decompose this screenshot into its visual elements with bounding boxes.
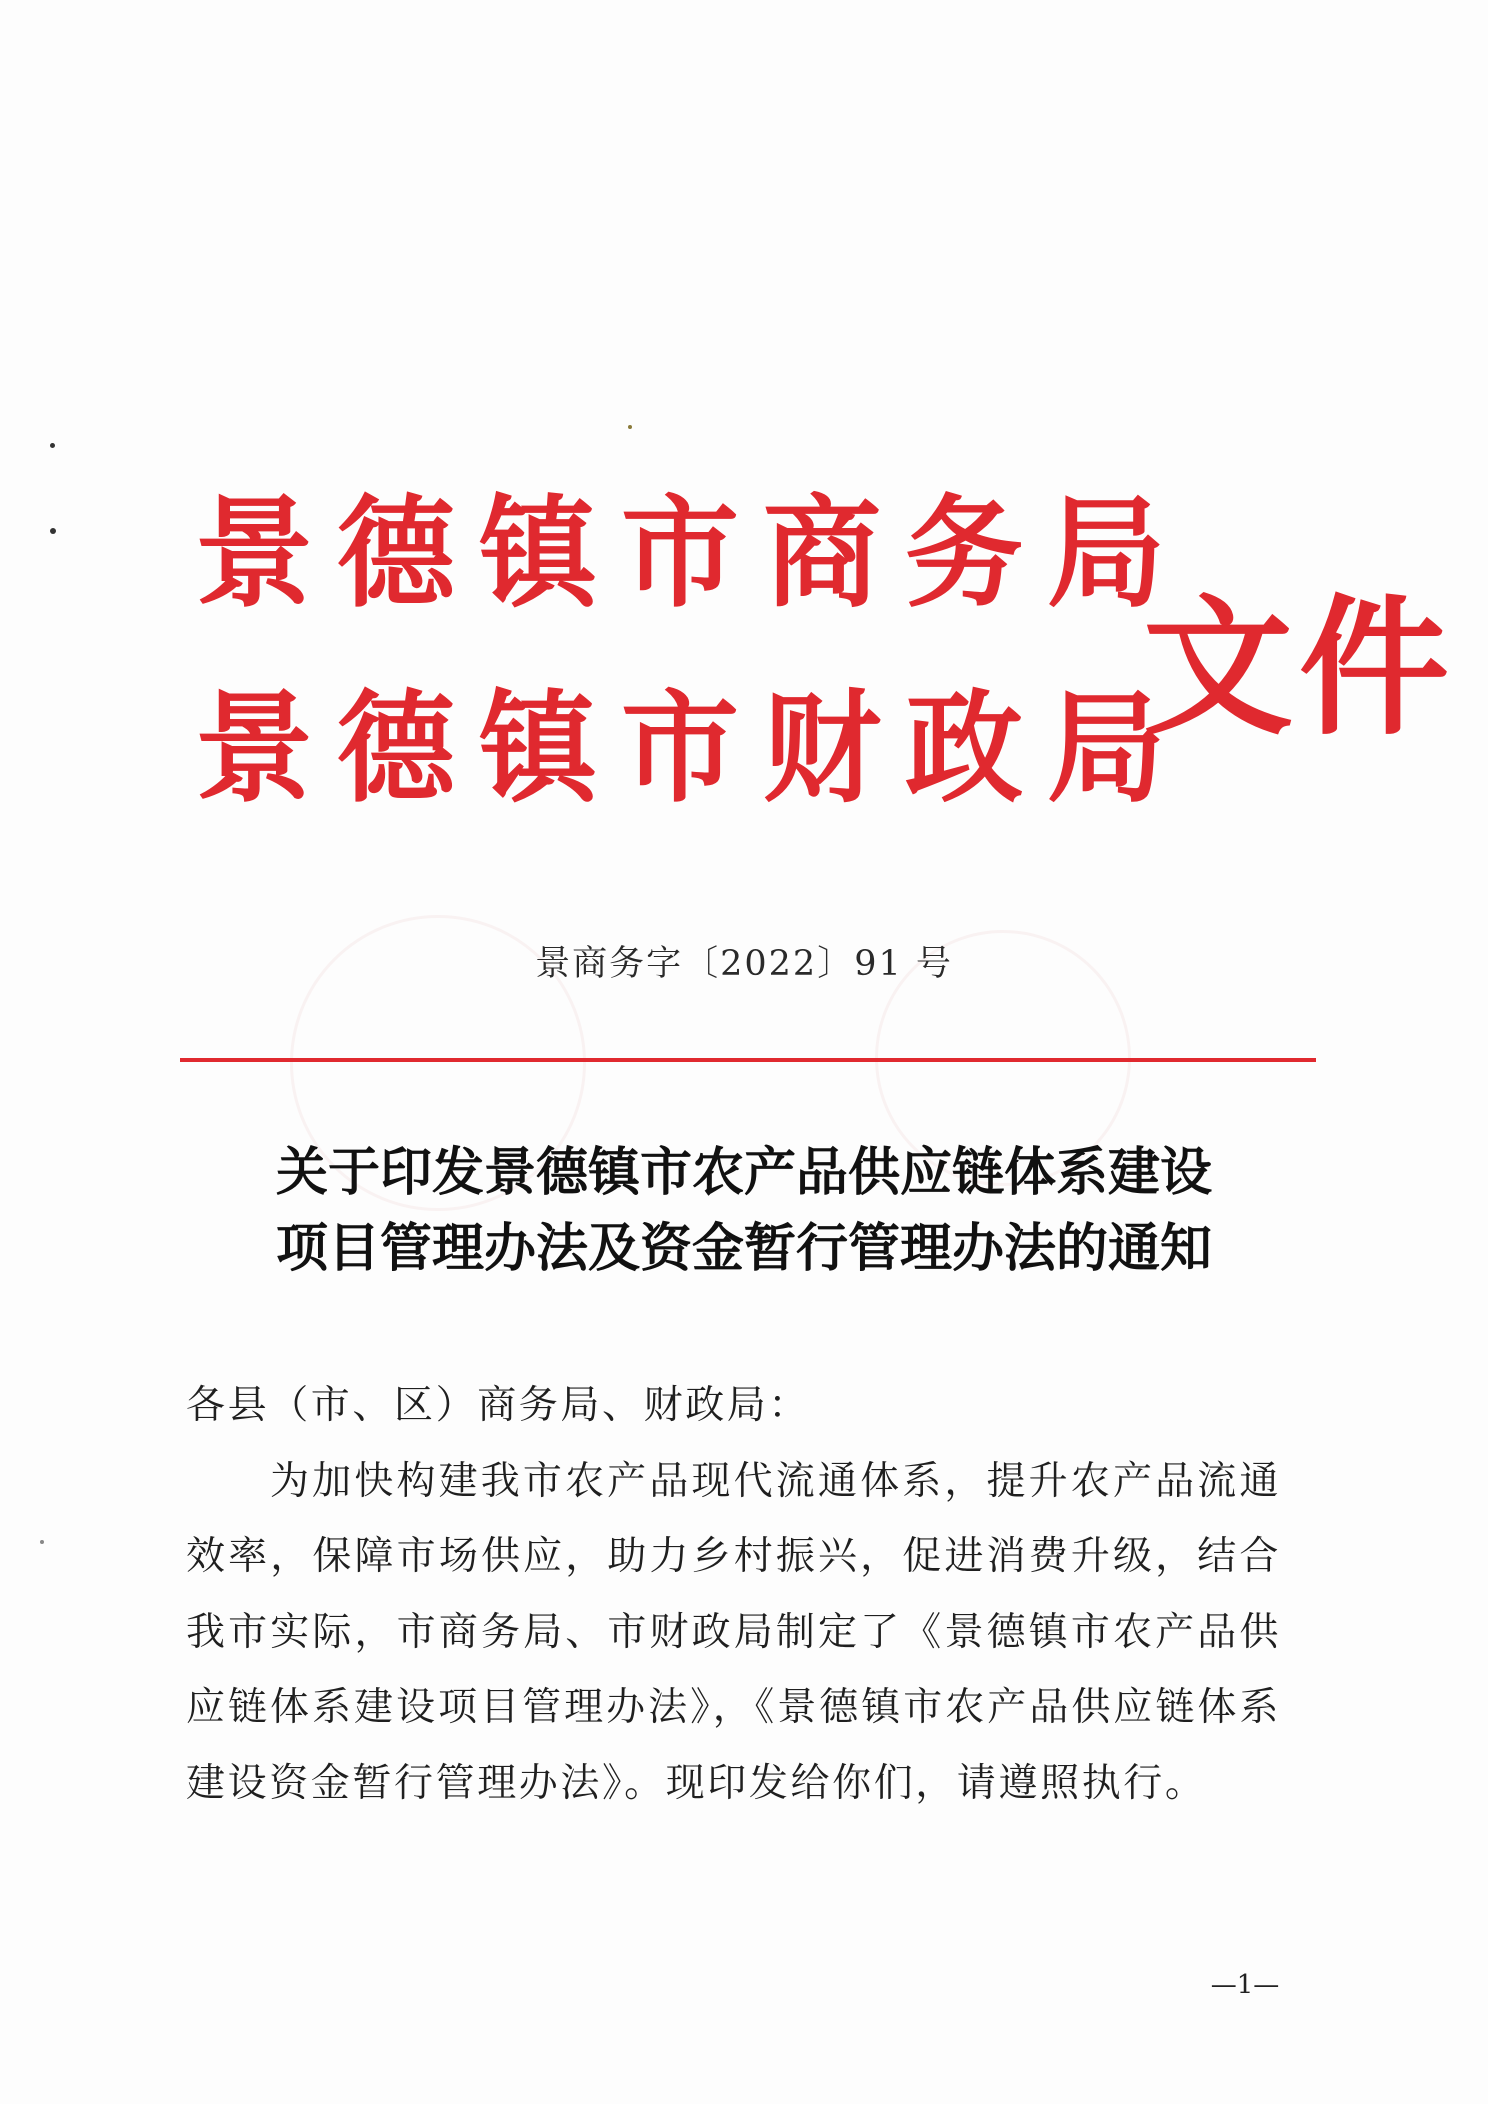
issuer-finance-bureau: 景德镇市财政局 [195,676,1190,819]
body-paragraph: 为加快构建我市农产品现代流通体系，提升农产品流通效率，保障市场供应，助力乡村振兴，促进消费升级，结合我市实际，市商务局、市财政局制定了《景德镇市农产品供应链体系建设项目管理办法》，《景德镇市农产品供应链体系建设资金暂行管理办法》。现印发给你们，请遵照执行。 [186,1458,1281,1806]
scan-speck [628,425,632,429]
document-label: 文件 [1143,580,1456,756]
salutation: 各县（市、区）商务局、财政局： [186,1383,811,1428]
notice-body [186,1368,1281,1821]
title-line-1: 关于印发景德镇市农产品供应链体系建设 [275,1142,1212,1203]
notice-title [0,1135,1488,1287]
red-divider-line [180,1058,1316,1062]
issuer-commerce-bureau: 景德镇市商务局 [195,481,1190,624]
scan-speck [40,1540,44,1544]
title-line-2: 项目管理办法及资金暂行管理办法的通知 [275,1218,1212,1279]
scan-speck [50,528,56,534]
page-number: —1— [1210,1970,1280,2000]
issuing-authorities-header [195,478,1456,828]
document-number: 景商务字〔2022〕91 号 [535,944,953,984]
scan-speck [50,443,55,448]
